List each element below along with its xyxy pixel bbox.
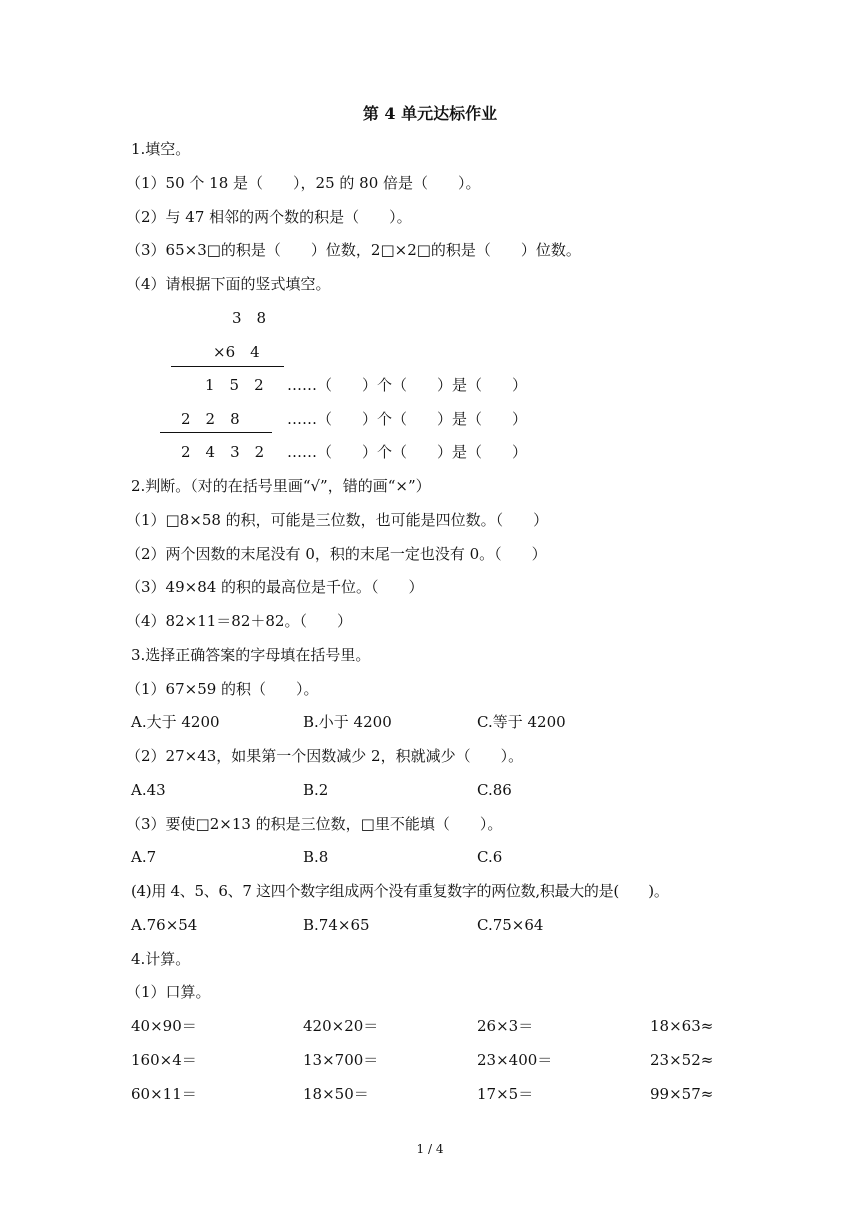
vertical-rule-1 (171, 366, 284, 367)
vertical-rule-2 (160, 432, 272, 433)
q3-4-option-c: C.75×64 (477, 916, 544, 934)
calc-3-4: 99×57≈ (650, 1085, 714, 1103)
calc-1-3: 26×3＝ (477, 1017, 534, 1035)
calc-1-4: 18×63≈ (650, 1017, 714, 1035)
q3-2-option-b: B.2 (303, 781, 329, 799)
vertical-row-1: 3 8 (232, 309, 267, 327)
calc-2-1: 160×4＝ (131, 1051, 197, 1069)
calc-2-2: 13×700＝ (303, 1051, 379, 1069)
q3-3-option-c: C.6 (477, 848, 503, 866)
vertical-row-4: 2 2 8 (181, 410, 240, 428)
vertical-row-3: 1 5 2 (205, 376, 264, 394)
page-number: 1 / 4 (416, 1142, 444, 1156)
q1-item-2: （2）与 47 相邻的两个数的积是（ ）。 (126, 208, 412, 226)
q3-stem-1: （1）67×59 的积（ ）。 (126, 680, 319, 698)
calc-3-2: 18×50＝ (303, 1085, 369, 1103)
q4-heading: 4.计算。 (131, 950, 191, 968)
calc-3-1: 60×11＝ (131, 1085, 197, 1103)
q4-sub: （1）口算。 (126, 983, 211, 1001)
q1-item-4: （4）请根据下面的竖式填空。 (126, 275, 331, 293)
calc-2-4: 23×52≈ (650, 1051, 714, 1069)
calc-2-3: 23×400＝ (477, 1051, 553, 1069)
q3-4-option-b: B.74×65 (303, 916, 370, 934)
q3-2-option-a: A.43 (131, 781, 166, 799)
q3-1-option-c: C.等于 4200 (477, 713, 566, 731)
q3-stem-3: （3）要使□2×13 的积是三位数，□里不能填（ ）。 (126, 815, 503, 833)
q2-item-3: （3）49×84 的积的最高位是千位。（ ） (126, 578, 424, 596)
calc-1-2: 420×20＝ (303, 1017, 379, 1035)
q3-4-option-a: A.76×54 (131, 916, 198, 934)
q3-stem-2: （2）27×43，如果第一个因数减少 2，积就减少（ ）。 (126, 747, 524, 765)
q2-heading: 2.判断。（对的在括号里画“√”，错的画“×”） (131, 477, 431, 495)
vertical-blank-3: ……（ ）个（ ）是（ ） (287, 443, 528, 461)
vertical-row-5: 2 4 3 2 (181, 443, 265, 461)
q3-1-option-b: B.小于 4200 (303, 713, 392, 731)
q2-item-2: （2）两个因数的末尾没有 0，积的末尾一定也没有 0。（ ） (126, 545, 547, 563)
vertical-blank-2: ……（ ）个（ ）是（ ） (287, 410, 528, 428)
vertical-blank-1: ……（ ）个（ ）是（ ） (287, 376, 528, 394)
q3-stem-4: (4)用 4、5、6、7 这四个数字组成两个没有重复数字的两位数,积最大的是( )。 (131, 882, 669, 900)
calc-3-3: 17×5＝ (477, 1085, 534, 1103)
q2-item-4: （4）82×11＝82＋82。（ ） (126, 612, 352, 630)
q3-heading: 3.选择正确答案的字母填在括号里。 (131, 646, 371, 664)
q3-3-option-b: B.8 (303, 848, 329, 866)
q3-2-option-c: C.86 (477, 781, 512, 799)
vertical-row-2: ×6 4 (213, 343, 260, 361)
page-title: 第 4 单元达标作业 (362, 104, 498, 123)
calc-1-1: 40×90＝ (131, 1017, 197, 1035)
q2-item-1: （1）□8×58 的积，可能是三位数，也可能是四位数。（ ） (126, 511, 549, 529)
q3-3-option-a: A.7 (131, 848, 157, 866)
q1-item-1: （1）50 个 18 是（ ），25 的 80 倍是（ ）。 (126, 174, 481, 192)
q1-heading: 1.填空。 (131, 140, 191, 158)
q3-1-option-a: A.大于 4200 (131, 713, 220, 731)
q1-item-3: （3）65×3□的积是（ ）位数，2□×2□的积是（ ）位数。 (126, 241, 581, 259)
